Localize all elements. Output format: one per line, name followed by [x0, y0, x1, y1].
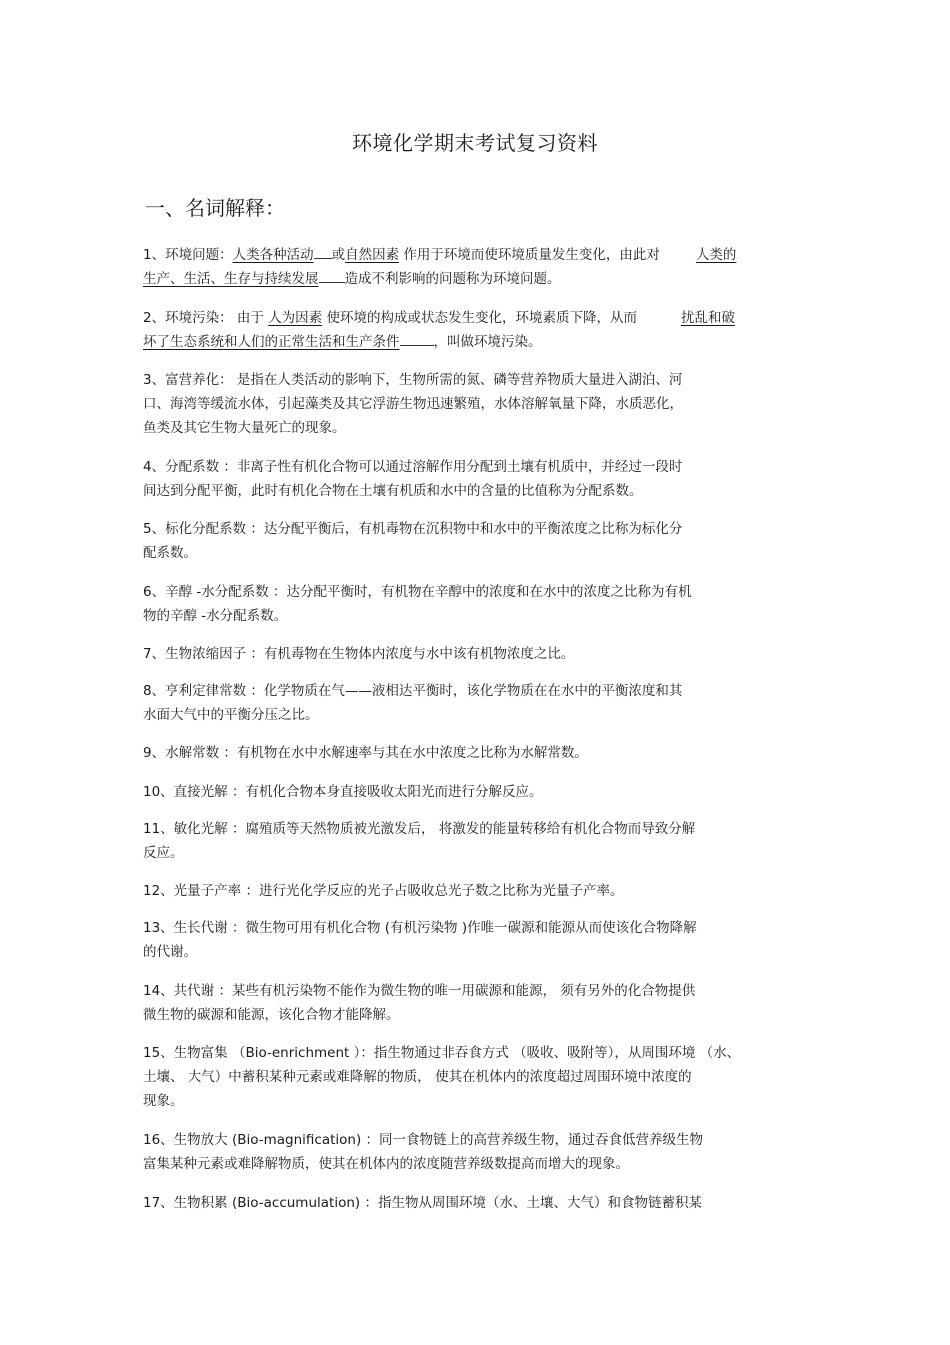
item-15-line-2: 土壤、 大气）中蓄积某种元素或难降解的物质， 使其在机体内的浓度超过周围环境中浓度的 — [143, 1069, 692, 1085]
item-1-text: 作用于环境而使环境质量发生变化，由此对 — [403, 247, 660, 263]
definition-item-4 — [143, 455, 813, 503]
definition-item-3 — [143, 368, 813, 440]
item-2-line-1 — [143, 306, 813, 330]
item-1-text: 或 — [331, 247, 346, 263]
item-13-line-1: 13、生长代谢 ：微生物可用有机化合物 (有机污染物 )作唯一碳源和能源从而使该化合物降解 — [143, 920, 697, 936]
item-1-blank: 人类各种活动 — [232, 247, 314, 263]
item-6-line-1: 6、辛醇 -水分配系数 ：达分配平衡时，有机物在辛醇中的浓度和在水中的浓度之比称为有机 — [143, 584, 692, 600]
item-6-line-2: 物的辛醇 -水分配系数。 — [143, 608, 288, 624]
item-1-text: 造成不利影响的问题称为环境问题。 — [344, 271, 561, 287]
definition-item-16 — [143, 1128, 813, 1176]
item-2-line-2 — [143, 330, 813, 354]
definition-item-1 — [143, 243, 813, 291]
item-2-text: ，叫做环境污染。 — [433, 334, 542, 350]
item-3-line-2: 口、海湾等缓流水体，引起藻类及其它浮游生物迅速繁殖，水体溶解氧量下降，水质恶化， — [143, 396, 683, 412]
item-1-line-2 — [143, 267, 813, 291]
item-1-line-1 — [143, 243, 813, 267]
item-9-line-1: 9、水解常数 ：有机物在水中水解速率与其在水中浓度之比称为水解常数。 — [143, 745, 588, 761]
item-11-line-2: 反应。 — [143, 845, 184, 861]
item-1-blank: 自然因素 — [345, 247, 400, 263]
item-2-text: 2、环境污染： 由于 — [143, 310, 264, 326]
item-13-line-2: 的代谢。 — [143, 944, 197, 960]
item-8-line-1: 8、亨利定律常数 ：化学物质在气——液相达平衡时，该化学物质在在水中的平衡浓度和其 — [143, 683, 683, 699]
item-5-line-2: 配系数。 — [143, 545, 197, 561]
item-15-line-3: 现象。 — [143, 1093, 184, 1109]
item-10-line-1: 10、直接光解 ：有机化合物本身直接吸收太阳光而进行分解反应。 — [143, 784, 543, 800]
item-4-line-1: 4、分配系数 ：非离子性有机化合物可以通过溶解作用分配到土壤有机质中，并经过一段时 — [143, 459, 683, 475]
definition-item-2 — [143, 306, 813, 354]
item-15-line-1: 15、生物富集 （Bio-enrichment ）：指生物通过非吞食方式 （吸收、吸附等），从周围环境 （水、 — [143, 1045, 741, 1061]
item-7-line-1: 7、生物浓缩因子 ：有机毒物在生物体内浓度与水中该有机物浓度之比。 — [143, 646, 575, 662]
definition-item-9 — [143, 741, 813, 765]
item-1-text: 1、环境问题： — [143, 247, 233, 263]
item-12-line-1: 12、光量子产率 ：进行光化学反应的光子占吸收总光子数之比称为光量子产率。 — [143, 883, 624, 899]
item-16-line-1: 16、生物放大 (Bio-magnification) ：同一食物链上的高营养级生物，通过吞食低营养级生物 — [143, 1132, 704, 1148]
item-5-line-1: 5、标化分配系数 ：达分配平衡后，有机毒物在沉积物中和水中的平衡浓度之比称为标化分 — [143, 521, 683, 537]
item-8-line-2: 水面大气中的平衡分压之比。 — [143, 707, 319, 723]
definition-item-17 — [143, 1191, 813, 1215]
item-14-line-2: 微生物的碳源和能源，该化合物才能降解。 — [143, 1007, 400, 1023]
item-17-line-1: 17、生物积累 (Bio-accumulation) ：指生物从周围环境（水、土壤、大气）和食物链蓄积某 — [143, 1195, 702, 1211]
definition-item-10 — [143, 780, 813, 804]
item-14-line-1: 14、共代谢 ：某些有机污染物不能作为微生物的唯一用碳源和能源， 须有另外的化合物提供 — [143, 983, 696, 999]
item-2-blank: 人为因素 — [268, 310, 323, 326]
item-2-blank: 坏了生态系统和人们的正常生活和生产条件 — [143, 334, 400, 350]
item-11-line-1: 11、敏化光解 ：腐殖质等天然物质被光激发后， 将激发的能量转移给有机化合物而导致分解 — [143, 821, 696, 837]
item-1-blank: 生产、生活、生存与持续发展 — [143, 271, 319, 287]
item-3-line-1: 3、富营养化： 是指在人类活动的影响下，生物所需的氮、磷等营养物质大量进入湖泊、河 — [143, 372, 683, 388]
definition-item-14 — [143, 979, 813, 1027]
definition-item-8 — [143, 679, 813, 727]
definition-item-15 — [143, 1041, 813, 1113]
definition-item-12 — [143, 879, 813, 903]
page-title: 环境化学期末考试复习资料 — [352, 131, 598, 155]
item-2-text: 使环境的构成或状态发生变化，环境素质下降，从而 — [326, 310, 637, 326]
item-2-blank: 扰乱和破 — [680, 310, 735, 326]
definition-item-11 — [143, 817, 813, 865]
item-3-line-3: 鱼类及其它生物大量死亡的现象。 — [143, 420, 346, 436]
item-16-line-2: 富集某种元素或难降解物质，使其在机体内的浓度随营养级数提高而增大的现象。 — [143, 1156, 629, 1172]
section-heading: 一、名词解释： — [145, 196, 285, 220]
definition-item-6 — [143, 580, 813, 628]
definition-item-7 — [143, 642, 813, 666]
definition-item-13 — [143, 916, 813, 964]
item-1-blank: 人类的 — [695, 247, 737, 263]
definition-item-5 — [143, 517, 813, 565]
item-4-line-2: 间达到分配平衡，此时有机化合物在土壤有机质和水中的含量的比值称为分配系数。 — [143, 483, 643, 499]
